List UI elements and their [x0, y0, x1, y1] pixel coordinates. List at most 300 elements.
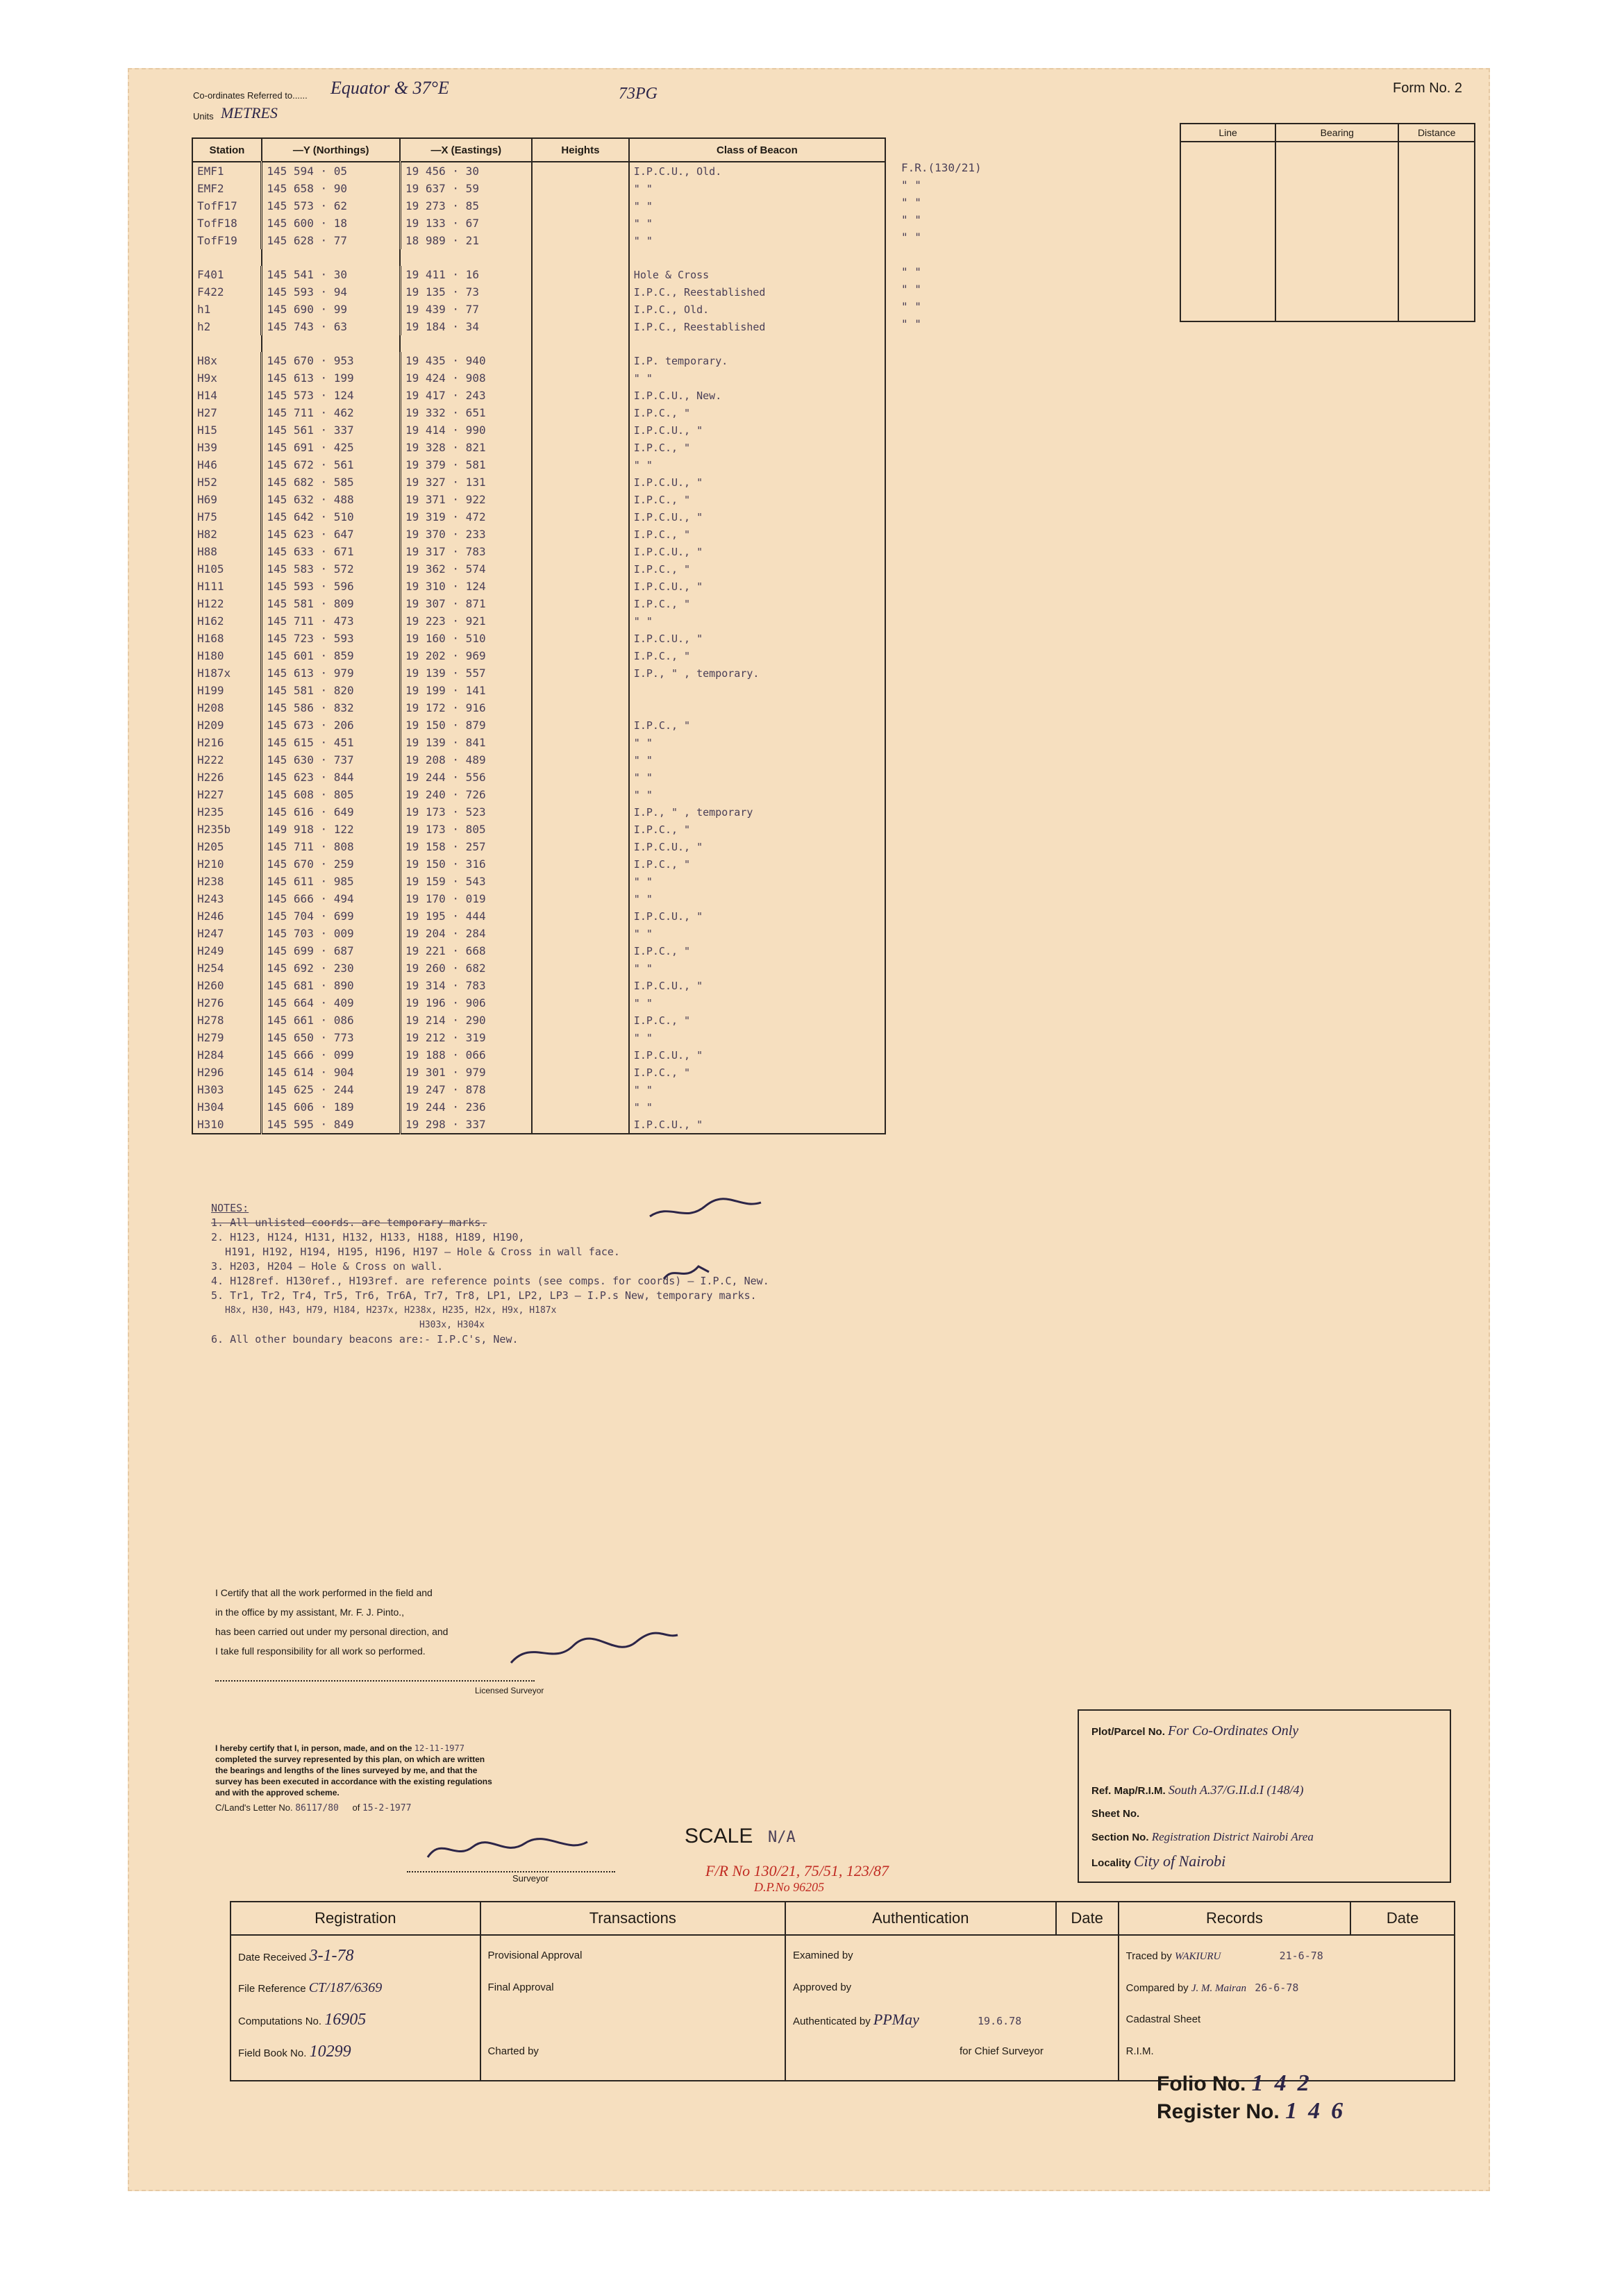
cell-class: I.P.C., " [629, 821, 885, 838]
col-line: Line [1180, 124, 1275, 142]
cell-easting: 19 424 · 908 [400, 369, 532, 387]
cell-class: I.P.C., Old. [629, 301, 885, 318]
licensed-surveyor-signature [504, 1625, 685, 1673]
cell-station: H88 [192, 543, 262, 560]
cell-class: " " [629, 197, 885, 215]
cell-northing: 145 581 · 820 [262, 682, 401, 699]
dp-reference: D.P.No 96205 [754, 1880, 825, 1894]
remark-cell: " " [901, 265, 921, 278]
cell-northing: 145 573 · 62 [262, 197, 401, 215]
cell-easting: 19 310 · 124 [400, 578, 532, 595]
cell-class: " " [629, 873, 885, 890]
cell-northing: 145 573 · 124 [262, 387, 401, 404]
cell-station: TofF18 [192, 215, 262, 232]
col-transactions: Transactions [480, 1902, 785, 1935]
cell-station: H246 [192, 907, 262, 925]
cell-northing: 145 541 · 30 [262, 266, 401, 283]
cell-class: " " [629, 1029, 885, 1046]
table-row [192, 266, 885, 283]
table-row [192, 387, 885, 404]
table-row [192, 1064, 885, 1081]
cell-northing: 145 743 · 63 [262, 318, 401, 335]
cell-height [532, 1064, 629, 1081]
cell-easting: 19 240 · 726 [400, 786, 532, 803]
cell-station: H249 [192, 942, 262, 960]
cell-northing: 145 632 · 488 [262, 491, 401, 508]
cell-northing: 145 581 · 809 [262, 595, 401, 612]
col-date-2: Date [1350, 1902, 1455, 1935]
cell-height [532, 232, 629, 249]
cell-class: I.P.C., Reestablished [629, 318, 885, 335]
cell-easting: 19 247 · 878 [400, 1081, 532, 1098]
cell-height [532, 1029, 629, 1046]
note-6: 6. All other boundary beacons are:- I.P.C's, New. [211, 1333, 519, 1346]
cell-station: H52 [192, 474, 262, 491]
cell-easting: 19 244 · 236 [400, 1098, 532, 1116]
cell-height [532, 942, 629, 960]
cell-class: I.P. temporary. [629, 352, 885, 369]
col-registration: Registration [231, 1902, 480, 1935]
register: Register No. 146 [1157, 2098, 1355, 2124]
cell-height [532, 369, 629, 387]
cell-station: F401 [192, 266, 262, 283]
cell-height [532, 907, 629, 925]
cell-height [532, 855, 629, 873]
cell-station: H222 [192, 751, 262, 769]
cell-station: H304 [192, 1098, 262, 1116]
cell-station: H105 [192, 560, 262, 578]
cell-class: " " [629, 751, 885, 769]
cell-station: h2 [192, 318, 262, 335]
cell-class: " " [629, 612, 885, 630]
coords-value: Equator & 37°E [330, 78, 449, 98]
cell-easting: 19 195 · 444 [400, 907, 532, 925]
cell-class: I.P.C., " [629, 942, 885, 960]
cell-station: h1 [192, 301, 262, 318]
cell-height [532, 647, 629, 664]
remark-cell: " " [901, 213, 921, 226]
cell-height [532, 994, 629, 1012]
cell-height [532, 387, 629, 404]
cell-station: H209 [192, 717, 262, 734]
cell-station: H216 [192, 734, 262, 751]
cell-height [532, 1081, 629, 1098]
cell-height [532, 612, 629, 630]
fr-reference: F/R No 130/21, 75/51, 123/87 [705, 1862, 889, 1879]
cell-class: I.P.C., " [629, 404, 885, 421]
table-row [192, 456, 885, 474]
cell-height [532, 960, 629, 977]
cell-station: H69 [192, 491, 262, 508]
cell-class: I.P.C., " [629, 560, 885, 578]
cell-station: H39 [192, 439, 262, 456]
cell-height [532, 439, 629, 456]
cell-class: " " [629, 925, 885, 942]
cell-easting: 19 188 · 066 [400, 1046, 532, 1064]
remark-cell: " " [901, 283, 921, 296]
cell-northing: 145 608 · 805 [262, 786, 401, 803]
cell-easting: 19 212 · 319 [400, 1029, 532, 1046]
cell-class: " " [629, 734, 885, 751]
table-row [192, 821, 885, 838]
cell-northing: 145 601 · 859 [262, 647, 401, 664]
cell-station: H27 [192, 404, 262, 421]
table-row [192, 682, 885, 699]
table-row [192, 786, 885, 803]
table-row [192, 162, 885, 180]
cell-height [532, 977, 629, 994]
cell-station: H227 [192, 786, 262, 803]
cell-station: H9x [192, 369, 262, 387]
folio: Folio No. 142 [1157, 2070, 1321, 2096]
cell-class: I.P.C.U., " [629, 1046, 885, 1064]
table-row [192, 1081, 885, 1098]
cell-class: " " [629, 369, 885, 387]
cell-height [532, 508, 629, 526]
group-gap [192, 249, 885, 266]
cell-easting: 19 328 · 821 [400, 439, 532, 456]
cell-easting: 19 173 · 523 [400, 803, 532, 821]
cell-height [532, 543, 629, 560]
cell-northing: 145 699 · 687 [262, 942, 401, 960]
cell-station: H310 [192, 1116, 262, 1134]
cell-station: H82 [192, 526, 262, 543]
cell-class: I.P.C., " [629, 491, 885, 508]
table-row [192, 421, 885, 439]
cell-easting: 19 439 · 77 [400, 301, 532, 318]
cell-station: H180 [192, 647, 262, 664]
cell-class [629, 682, 885, 699]
cell-northing: 145 711 · 808 [262, 838, 401, 855]
certify-block: I Certify that all the work performed in the field and in the office by my assistant, Mr. F. J. Pinto., has been carried out under my personal direction, and I take full responsibility for all work so performed. [215, 1587, 449, 1657]
cell-easting: 19 298 · 337 [400, 1116, 532, 1134]
cell-class: " " [629, 215, 885, 232]
cell-northing: 149 918 · 122 [262, 821, 401, 838]
cell-height [532, 180, 629, 197]
cell-easting: 19 173 · 805 [400, 821, 532, 838]
cell-height [532, 769, 629, 786]
cell-class: I.P.C.U., " [629, 508, 885, 526]
survey-sheet [128, 68, 1490, 2191]
cell-easting: 19 379 · 581 [400, 456, 532, 474]
table-row [192, 474, 885, 491]
cell-class: " " [629, 232, 885, 249]
cell-easting: 19 370 · 233 [400, 526, 532, 543]
col-bearing: Bearing [1275, 124, 1398, 142]
coords-label: Co-ordinates Referred to...... [193, 90, 308, 101]
cell-northing: 145 650 · 773 [262, 1029, 401, 1046]
table-row [192, 907, 885, 925]
table-row [192, 699, 885, 717]
table-row [192, 734, 885, 751]
cell-class: I.P.C.U., " [629, 421, 885, 439]
cell-station: H8x [192, 352, 262, 369]
cell-easting: 19 314 · 783 [400, 977, 532, 994]
cell-station: H46 [192, 456, 262, 474]
col-date-1: Date [1056, 1902, 1119, 1935]
note-5a: 5. Tr1, Tr2, Tr4, Tr5, Tr6, Tr6A, Tr7, Tr8, LP1, LP2, LP3 – I.P.s New, temporary marks. [211, 1289, 757, 1302]
cell-height [532, 630, 629, 647]
cell-easting: 19 332 · 651 [400, 404, 532, 421]
transactions-cell: Provisional Approval Final Approval Charted by [480, 1935, 785, 2081]
col-northings: —Y (Northings) [262, 138, 401, 162]
cell-northing: 145 690 · 99 [262, 301, 401, 318]
notes-signatures [643, 1189, 768, 1293]
line-bearing-table [1180, 123, 1475, 322]
cell-height [532, 301, 629, 318]
cell-height [532, 838, 629, 855]
cell-northing: 145 628 · 77 [262, 232, 401, 249]
cell-class: I.P., " , temporary. [629, 664, 885, 682]
cell-station: H208 [192, 699, 262, 717]
cell-northing: 145 623 · 844 [262, 769, 401, 786]
cell-northing: 145 606 · 189 [262, 1098, 401, 1116]
cell-station: F422 [192, 283, 262, 301]
records-cell: Traced by WAKIURU 21-6-78 Compared by J. M. Mairan 26-6-78 Cadastral Sheet R.I.M. [1119, 1935, 1455, 2081]
cell-class: I.P.C.U., " [629, 838, 885, 855]
cell-northing: 145 583 · 572 [262, 560, 401, 578]
cell-class: I.P.C., " [629, 1064, 885, 1081]
cell-station: H205 [192, 838, 262, 855]
remark-cell: " " [901, 300, 921, 313]
table-row [192, 838, 885, 855]
table-row [192, 543, 885, 560]
cell-class: " " [629, 456, 885, 474]
remark-cell: " " [901, 196, 921, 209]
cell-station: H279 [192, 1029, 262, 1046]
cell-easting: 19 371 · 922 [400, 491, 532, 508]
note-4: 4. H128ref. H130ref., H193ref. are reference points (see comps. for coords) – I.P.C, New. [211, 1275, 769, 1287]
cell-easting: 19 307 · 871 [400, 595, 532, 612]
remark-cell: F.R.(130/21) [901, 161, 982, 174]
remark-cell: " " [901, 231, 921, 244]
cell-northing: 145 711 · 473 [262, 612, 401, 630]
note-2b: H191, H192, H194, H195, H196, H197 – Hole & Cross in wall face. [225, 1246, 620, 1258]
authentication-cell: Examined by Approved by Authenticated by PPMay 19.6.78 for Chief Surveyor [785, 1935, 1119, 2081]
cell-northing: 145 703 · 009 [262, 925, 401, 942]
cell-station: H303 [192, 1081, 262, 1098]
cell-station: H210 [192, 855, 262, 873]
cell-height [532, 421, 629, 439]
cell-easting: 19 456 · 30 [400, 162, 532, 180]
units-label: Units [193, 111, 214, 121]
cell-northing: 145 682 · 585 [262, 474, 401, 491]
cell-height [532, 578, 629, 595]
cell-height [532, 1012, 629, 1029]
cell-class: " " [629, 1081, 885, 1098]
cell-station: H296 [192, 1064, 262, 1081]
table-row [192, 352, 885, 369]
form-number: Form No. 2 [1393, 81, 1463, 96]
cell-easting: 19 158 · 257 [400, 838, 532, 855]
table-row [192, 595, 885, 612]
table-row [192, 873, 885, 890]
scale-value: N/A [768, 1829, 796, 1846]
col-heights: Heights [532, 138, 629, 162]
cell-northing: 145 561 · 337 [262, 421, 401, 439]
table-row [192, 890, 885, 907]
table-row [192, 301, 885, 318]
note-3: 3. H203, H204 – Hole & Cross on wall. [211, 1260, 444, 1273]
surveyor-label: Surveyor [512, 1873, 549, 1884]
cell-northing: 145 711 · 462 [262, 404, 401, 421]
cell-station: H14 [192, 387, 262, 404]
cell-class: " " [629, 180, 885, 197]
cell-height [532, 283, 629, 301]
cell-station: H15 [192, 421, 262, 439]
cell-class: " " [629, 994, 885, 1012]
cell-northing: 145 670 · 259 [262, 855, 401, 873]
table-row [192, 578, 885, 595]
cell-northing: 145 658 · 90 [262, 180, 401, 197]
table-row [192, 318, 885, 335]
cell-northing: 145 625 · 244 [262, 1081, 401, 1098]
table-row [192, 1046, 885, 1064]
cell-class: I.P.C.U., " [629, 474, 885, 491]
cell-easting: 19 411 · 16 [400, 266, 532, 283]
cell-station: TofF19 [192, 232, 262, 249]
cell-easting: 19 204 · 284 [400, 925, 532, 942]
cell-station: H260 [192, 977, 262, 994]
cell-class: I.P.C., " [629, 1012, 885, 1029]
units-value: METRES [221, 104, 278, 121]
table-row [192, 855, 885, 873]
coordinate-rows [192, 162, 885, 1134]
cell-easting: 19 301 · 979 [400, 1064, 532, 1081]
table-row [192, 612, 885, 630]
licensed-surveyor-label: Licensed Surveyor [475, 1686, 544, 1695]
table-row [192, 491, 885, 508]
cell-height [532, 162, 629, 180]
cell-height [532, 266, 629, 283]
table-row [192, 647, 885, 664]
cell-class: I.P.C.U., New. [629, 387, 885, 404]
cell-station: H199 [192, 682, 262, 699]
registration-table [230, 1901, 1455, 2081]
table-row [192, 960, 885, 977]
cell-height [532, 595, 629, 612]
cell-easting: 19 160 · 510 [400, 630, 532, 647]
cell-class: I.P.C., " [629, 526, 885, 543]
registration-cell: Date Received 3-1-78 File Reference CT/187/6369 Computations No. 16905 Field Book No. 10299 [231, 1935, 480, 2081]
cell-northing: 145 614 · 904 [262, 1064, 401, 1081]
cell-northing: 145 666 · 099 [262, 1046, 401, 1064]
cell-height [532, 803, 629, 821]
table-row [192, 1116, 885, 1134]
cell-height [532, 699, 629, 717]
cell-northing: 145 630 · 737 [262, 751, 401, 769]
notes-title: NOTES: [211, 1202, 249, 1214]
note-5b: H8x, H30, H43, H79, H184, H237x, H238x, H235, H2x, H9x, H187x [225, 1305, 557, 1316]
cell-northing: 145 611 · 985 [262, 873, 401, 890]
cell-easting: 19 139 · 557 [400, 664, 532, 682]
note-2a: 2. H123, H124, H131, H132, H133, H188, H189, H190, [211, 1231, 525, 1243]
cell-station: H226 [192, 769, 262, 786]
cell-class: I.P.C., " [629, 717, 885, 734]
cell-easting: 19 214 · 290 [400, 1012, 532, 1029]
table-row [192, 508, 885, 526]
cell-easting: 19 317 · 783 [400, 543, 532, 560]
cell-station: EMF2 [192, 180, 262, 197]
cell-class: I.P.C., " [629, 439, 885, 456]
cell-northing: 145 633 · 671 [262, 543, 401, 560]
cell-northing: 145 586 · 832 [262, 699, 401, 717]
cell-height [532, 821, 629, 838]
cell-easting: 19 170 · 019 [400, 890, 532, 907]
col-station: Station [192, 138, 262, 162]
note-1: 1. All unlisted coords. are temporary marks. [211, 1216, 487, 1229]
cell-easting: 19 221 · 668 [400, 942, 532, 960]
col-distance: Distance [1398, 124, 1475, 142]
cell-northing: 145 615 · 451 [262, 734, 401, 751]
remark-cell: " " [901, 178, 921, 192]
table-row [192, 369, 885, 387]
cell-height [532, 404, 629, 421]
cell-easting: 19 184 · 34 [400, 318, 532, 335]
table-row [192, 560, 885, 578]
cell-height [532, 352, 629, 369]
cell-height [532, 1046, 629, 1064]
table-row [192, 977, 885, 994]
cell-easting: 19 417 · 243 [400, 387, 532, 404]
cell-class: I.P.C.U., " [629, 907, 885, 925]
cell-easting: 19 414 · 990 [400, 421, 532, 439]
table-row [192, 942, 885, 960]
cell-easting: 19 260 · 682 [400, 960, 532, 977]
table-row [192, 630, 885, 647]
col-authentication: Authentication [785, 1902, 1056, 1935]
table-row [192, 1098, 885, 1116]
surveyor-signature [421, 1829, 615, 1868]
cell-class: I.P., " , temporary [629, 803, 885, 821]
cell-height [532, 751, 629, 769]
cell-northing: 145 670 · 953 [262, 352, 401, 369]
table-row [192, 1029, 885, 1046]
cell-easting: 19 327 · 131 [400, 474, 532, 491]
group-gap [192, 335, 885, 352]
cell-class [629, 699, 885, 717]
cell-station: H122 [192, 595, 262, 612]
table-row [192, 526, 885, 543]
cell-northing: 145 704 · 699 [262, 907, 401, 925]
cell-easting: 19 223 · 921 [400, 612, 532, 630]
cell-station: H235b [192, 821, 262, 838]
coordinate-table [192, 137, 886, 1134]
col-class: Class of Beacon [629, 138, 885, 162]
cell-class: " " [629, 1098, 885, 1116]
cell-northing: 145 692 · 230 [262, 960, 401, 977]
note-5c: H303x, H304x [419, 1320, 485, 1330]
cell-easting: 19 139 · 841 [400, 734, 532, 751]
cell-station: H187x [192, 664, 262, 682]
certify2-block: I hereby certify that I, in person, made, and on the 12-11-1977 completed the survey represented by this plan, on which are written the bearings and lengths of the lines surveyed by me, and that the survey has been executed in accordance with the existing regulations and with the approved scheme. C/Land's Letter No. 86117/80 of 15-2-1977 [215, 1743, 492, 1813]
table-row [192, 925, 885, 942]
cell-easting: 19 202 · 969 [400, 647, 532, 664]
plot-parcel-box: Plot/Parcel No. For Co-Ordinates Only Ref. Map/R.I.M. South A.37/G.II.d.I (148/4) Sheet No. Section No. Registration District Nairobi Area Locality City of Nairobi [1078, 1709, 1451, 1883]
table-row [192, 994, 885, 1012]
cell-height [532, 318, 629, 335]
cell-easting: 18 989 · 21 [400, 232, 532, 249]
cell-northing: 145 613 · 979 [262, 664, 401, 682]
cell-height [532, 197, 629, 215]
cell-class: " " [629, 769, 885, 786]
cell-station: H168 [192, 630, 262, 647]
cell-height [532, 491, 629, 508]
cell-northing: 145 723 · 593 [262, 630, 401, 647]
cell-easting: 19 159 · 543 [400, 873, 532, 890]
cell-easting: 19 273 · 85 [400, 197, 532, 215]
cell-class: " " [629, 786, 885, 803]
